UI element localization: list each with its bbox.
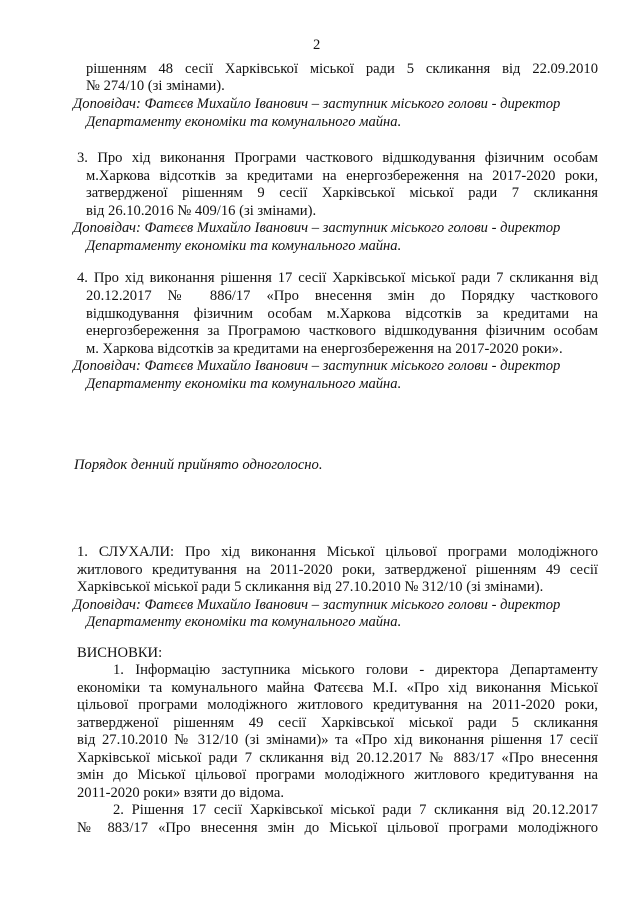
- conclusion-1-line: 1. Інформацію заступника міського голови - директора Департаменту: [113, 662, 598, 678]
- agenda-item-3-line: м.Харкова відсотків за кредитами на енергозбереження на 2017-2020 роки,: [86, 168, 598, 184]
- reporter-line: Доповідач: Фатєєв Михайло Іванович – заступник міського голови - директор: [73, 220, 561, 236]
- page-number: 2: [313, 37, 321, 53]
- reporter-line: Доповідач: Фатєєв Михайло Іванович – заступник міського голови - директор: [73, 358, 561, 374]
- reporter-line: Департаменту економіки та комунального майна.: [86, 376, 402, 392]
- reporter-line: Доповідач: Фатєєв Михайло Іванович – заступник міського голови - директор: [73, 96, 561, 112]
- agenda-approved-note: Порядок денний прийнято одноголосно.: [74, 457, 323, 473]
- conclusions-title: ВИСНОВКИ:: [77, 645, 163, 661]
- conclusion-1-line: затвердженої рішенням 49 сесії Харківської міської ради 5 скликання: [77, 715, 598, 731]
- conclusion-1-line: цільової програми молодіжного житлового кредитування на 2011-2020 роки,: [77, 697, 598, 713]
- agenda-item-4-line: відшкодування фізичним особам м.Харкова відсотків за кредитами на: [86, 306, 598, 322]
- conclusion-1-line: змін до Міської цільової програми молодіжного житлового кредитування на: [77, 767, 598, 783]
- agenda-item-4-line: м. Харкова відсотків за кредитами на енергозбереження на 2017-2020 роки».: [86, 341, 563, 357]
- agenda-item-3: 3. Про хід виконання Програми часткового відшкодування фізичним особам: [77, 150, 598, 166]
- conclusion-1-line: від 27.10.2010 № 312/10 (зі змінами)» та «Про хід виконання рішення 17 сесії: [77, 732, 598, 748]
- agenda-item-4-line: енергозбереження за Програмою часткового відшкодування фізичним особам: [86, 323, 598, 339]
- conclusion-2-line: № 883/17 «Про внесення змін до Міської цільової програми молодіжного: [77, 820, 598, 836]
- reporter-line: Департаменту економіки та комунального майна.: [86, 114, 402, 130]
- heard-item-1-line: житлового кредитування на 2011-2020 роки, затвердженої рішенням 49 сесії: [77, 562, 598, 578]
- heard-item-1: 1. СЛУХАЛИ: Про хід виконання Міської цільової програми молодіжного: [77, 544, 598, 560]
- heard-item-1-line: Харківської міської ради 5 скликання від 27.10.2010 № 312/10 (зі змінами).: [77, 579, 544, 595]
- reporter-line: Департаменту економіки та комунального майна.: [86, 238, 402, 254]
- conclusion-1-line: Харківської міської ради 7 скликання від 20.12.2017 № 883/17 «Про внесення: [77, 750, 598, 766]
- agenda-item-4-line: 20.12.2017 № 886/17 «Про внесення змін до Порядку часткового: [86, 288, 598, 304]
- agenda-item-3-line: від 26.10.2016 № 409/16 (зі змінами).: [86, 203, 317, 219]
- intro-line: № 274/10 (зі змінами).: [86, 78, 225, 94]
- conclusion-1-line: економіки та комунального майна Фатєєва М.І. «Про хід виконання Міської: [77, 680, 598, 696]
- reporter-line: Доповідач: Фатєєв Михайло Іванович – заступник міського голови - директор: [73, 597, 561, 613]
- conclusion-1-line: 2011-2020 роки» взяти до відома.: [77, 785, 285, 801]
- conclusion-2-line: 2. Рішення 17 сесії Харківської міської ради 7 скликання від 20.12.2017: [113, 802, 598, 818]
- agenda-item-4: 4. Про хід виконання рішення 17 сесії Харківської міської ради 7 скликання від: [77, 270, 598, 286]
- agenda-item-3-line: затвердженої рішенням 9 сесії Харківської міської ради 7 скликання: [86, 185, 598, 201]
- reporter-line: Департаменту економіки та комунального майна.: [86, 614, 402, 630]
- intro-line: рішенням 48 сесії Харківської міської ради 5 скликання від 22.09.2010: [86, 61, 598, 77]
